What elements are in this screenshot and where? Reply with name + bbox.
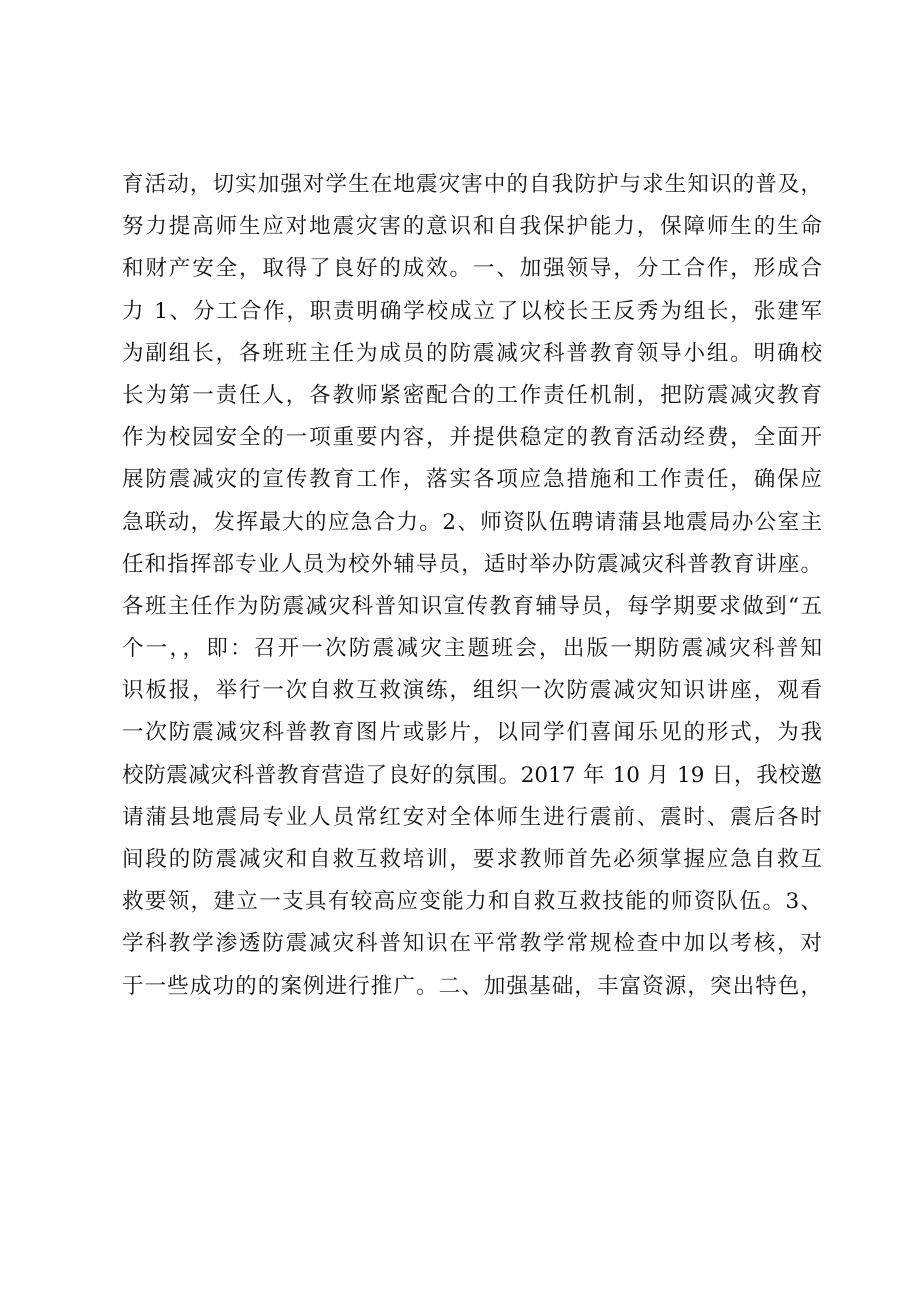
- text-line: 个一，，即：召开一次防震减灾主题班会，出版一期防震减灾科普知: [122, 636, 822, 662]
- text-line: 展防震减灾的宣传教育工作，落实各项应急措施和工作责任，确保应: [122, 467, 822, 493]
- text-line: 育活动，切实加强对学生在地震灾害中的自我防护与求生知识的普及，: [122, 172, 822, 197]
- text-line: 任和指挥部专业人员为校外辅导员，适时举办防震减灾科普教育讲座。: [122, 551, 822, 577]
- text-line: 为副组长，各班班主任为成员的防震减灾科普教育领导小组。明确校: [122, 340, 822, 366]
- text-line: 救要领，建立一支具有较高应变能力和自救互救技能的师资队伍。3、: [122, 889, 822, 915]
- text-line: 校防震减灾科普教育营造了良好的氛围。2017 年 10 月 19 日，我校邀: [122, 762, 822, 788]
- text-line: 各班主任作为防震减灾科普知识宣传教育辅导员，每学期要求做到“五: [122, 593, 822, 619]
- text-line: 和财产安全，取得了良好的成效。一、加强领导，分工合作，形成合: [122, 256, 822, 282]
- text-line: 请蒲县地震局专业人员常红安对全体师生进行震前、震时、震后各时: [122, 804, 822, 830]
- text-line: 间段的防震减灾和自救互救培训，要求教师首先必须掌握应急自救互: [122, 847, 822, 872]
- text-line: 力 1、分工合作，职责明确学校成立了以校长王反秀为组长，张建军: [122, 298, 822, 324]
- text-line: 作为校园安全的一项重要内容，并提供稳定的教育活动经费，全面开: [122, 425, 822, 451]
- text-line: 急联动，发挥最大的应急合力。2、师资队伍聘请蒲县地震局办公室主: [122, 509, 822, 535]
- text-line: 识板报，举行一次自救互救演练，组织一次防震减灾知识讲座，观看: [122, 678, 822, 704]
- text-line: 一次防震减灾科普教育图片或影片，以同学们喜闻乐见的形式，为我: [122, 720, 822, 746]
- body-text: [122, 164, 822, 1008]
- text-line: 努力提高师生应对地震灾害的意识和自我保护能力，保障师生的生命: [122, 214, 822, 240]
- text-line: 长为第一责任人，各教师紧密配合的工作责任机制，把防震减灾教育: [122, 382, 822, 408]
- text-line: 学科教学渗透防震减灾科普知识在平常教学常规检查中加以考核，对: [122, 931, 822, 957]
- text-line: 于一些成功的的案例进行推广。二、加强基础，丰富资源，突出特色，: [122, 973, 822, 999]
